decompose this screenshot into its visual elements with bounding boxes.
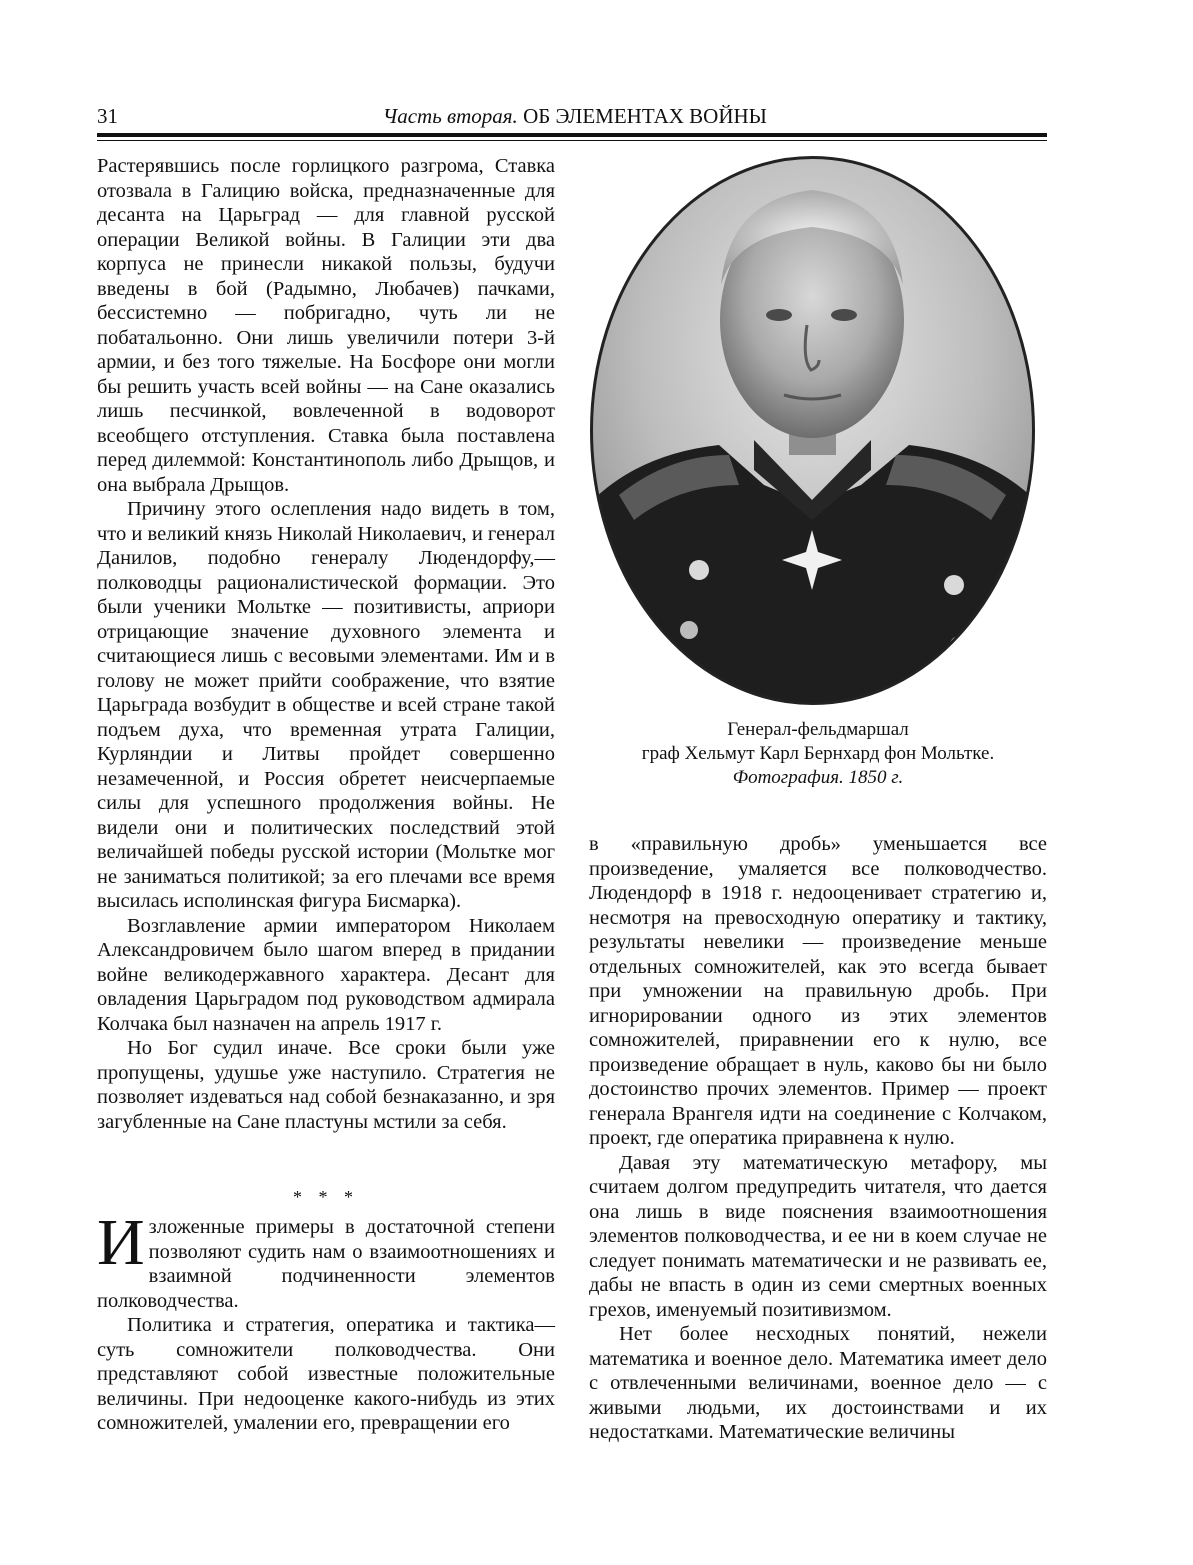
caption-line: граф Хельмут Карл Бернхард фон Мольтке. (641, 743, 995, 764)
caption-line: Фотография. 1850 г. (732, 767, 904, 788)
section-separator: * * * (293, 1187, 359, 1207)
figure-caption (589, 718, 1047, 790)
left-column-bottom (97, 1206, 555, 1436)
paragraph: Нет более несходных понятий, нежели математика и военное дело. Математика имеет дело с отвлеченными величинами, военное дело — с живыми людьми, их достоинствами и их недостатками. Математические величины (589, 1323, 1047, 1443)
dropcap-paragraph-text: зложенные примеры в достаточной степени позволяют судить нам о взаимоотношениях и взаимной подчиненности элементов полководчества. (97, 1216, 555, 1312)
right-column (589, 832, 1047, 1445)
caption-line: Генерал-фельдмаршал (727, 719, 909, 740)
paragraph: Но Бог судил иначе. Все сроки были уже пропущены, удушье уже наступило. Стратегия не позволяет издеваться над собой безнаказанно, и зря загубленные на Сане пластуны мстили за себя. (97, 1037, 555, 1133)
header-rule-thick (97, 133, 1047, 137)
running-title (383, 104, 767, 129)
portrait-photo (589, 155, 1036, 706)
dropcap-paragraph (97, 1206, 555, 1313)
section-title: ОБ ЭЛЕМЕНТАХ ВОЙНЫ (517, 104, 767, 128)
section-label: Часть вторая. (382, 104, 518, 128)
left-column-top (97, 154, 555, 1134)
paragraph: в «правильную дробь» уменьшается все произведение, умаляется все полководчество. Людендорф в 1918 г. недооценивает стратегию и, несмотря на превосходную оператику и тактику, результаты невелики — произведение меньше отдельных сомножителей, как это всегда бывает при умножении на правильную дробь. При игнорировании одного из этих элементов сомножителей, приравнении его к нулю, все произведение обращает в нуль, каково бы ни было достоинство прочих элементов. Пример — проект генерала Врангеля идти на соединение с Колчаком, проект, где оператика приравнена к нулю. (589, 833, 1047, 1149)
paragraph: Давая эту математическую метафору, мы считаем долгом предупредить читателя, что дается она лишь в виде пояснения взаимоотношения элементов полководчества, и ее ни в коем случае не следует понимать математически и не развивать ее, дабы не впасть в один из семи смертных военных грехов, именуемый позитивизмом. (589, 1151, 1047, 1321)
paragraph: Причину этого ослепления надо видеть в том, что и великий князь Николай Николаевич, и генерал Данилов, подобно генералу Людендорфу,— полководцы рационалистической формации. Это были ученики Мольтке — позитивисты, априори отрицающие значение духовного элемента и считающиеся лишь с весовыми элементами. Им и в голову не может прийти соображение, что взятие Царьграда возбудит в обществе и всей стране такой подъем духа, что временная утрата Галиции, Курляндии и Литвы пройдет совершенно незамеченной, и Россия обретет неисчерпаемые силы для успешного продолжения войны. Не видели они и политических последствий этой величайшей победы русской истории (Мольтке мог не заниматься политикой; за его плечами все время высилась исполинская фигура Бисмарка). (97, 498, 555, 912)
header-rule-thin (97, 140, 1047, 141)
paragraph: Политика и стратегия, оператика и тактика— суть сомножители полководчества. Они представляют собой известные положительные величины. При недооценке какого-нибудь из этих сомножителей, умалении его, превращении его (97, 1314, 555, 1434)
running-header (97, 100, 1047, 132)
page-number: 31 (97, 104, 118, 128)
drop-cap: И (97, 1206, 145, 1279)
paragraph: Растерявшись после горлицкого разгрома, Ставка отозвала в Галицию войска, предназначенные для десанта на Царьград — для главной русской операции Великой войны. В Галиции эти два корпуса не принесли никакой пользы, будучи введены в бой (Радымно, Любачев) пачками, бессистемно — побригадно, чуть ли не побатальонно. Они лишь увеличили потери 3-й армии, и без того тяжелые. На Босфоре они могли бы решить участь всей войны — на Сане оказались лишь песчинкой, вовлеченной в водоворот всеобщего отступления. Ставка была поставлена перед дилеммой: Константинополь либо Дрыщов, и она выбрала Дрыщов. (97, 155, 555, 496)
paragraph: Возглавление армии императором Николаем Александровичем было шагом вперед в придании войне великодержавного характера. Десант для овладения Царьградом под руководством адмирала Колчака был назначен на апрель 1917 г. (97, 914, 555, 1035)
